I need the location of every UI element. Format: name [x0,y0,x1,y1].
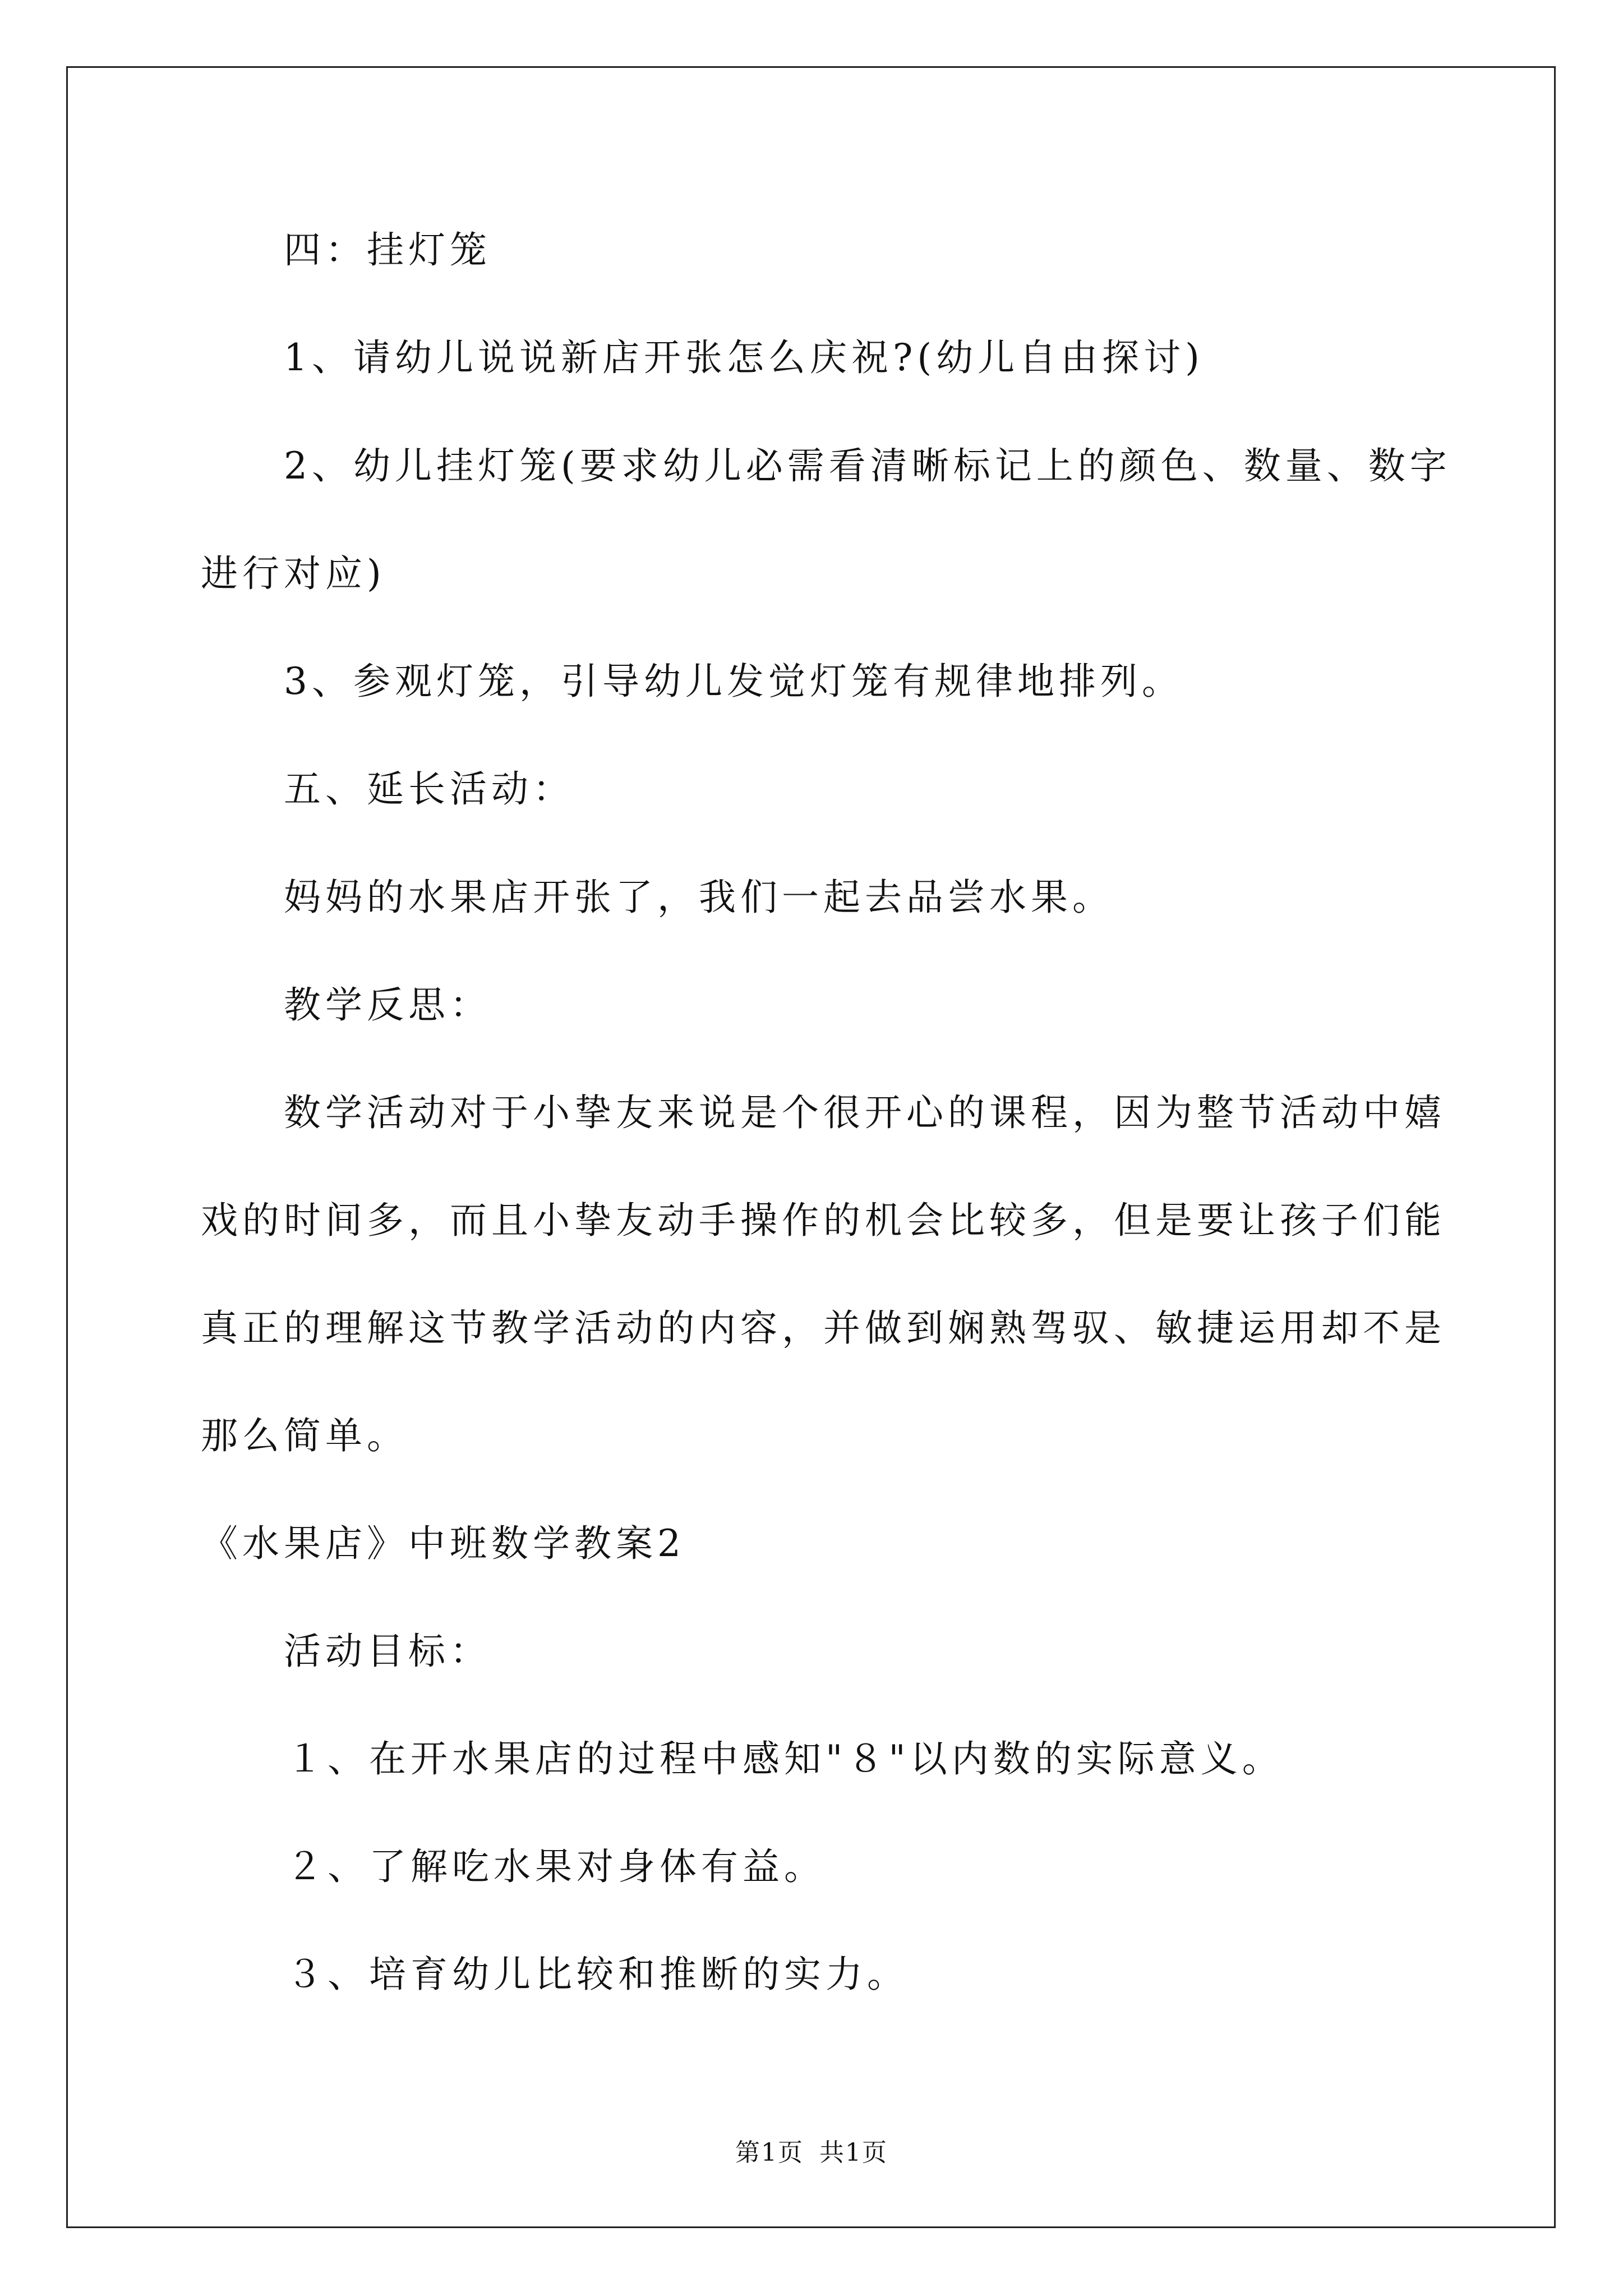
text-line: 进行对应) [201,552,386,595]
text-line: 1、请幼儿说说新店开张怎么庆祝?(幼儿自由探讨) [284,336,1204,379]
text-line: 教学反思： [284,983,491,1027]
text-line: 那么简单。 [201,1414,408,1457]
text-line: 真正的理解这节教学活动的内容，并做到娴熟驾驭、敏捷运用却不是 [201,1306,1446,1350]
text-line: 3、参观灯笼，引导幼儿发觉灯笼有规律地排列。 [284,660,1183,703]
text-line: 四：挂灯笼 [284,228,491,272]
page-total: 共1页 [819,2138,888,2167]
section-title: 《水果店》中班数学教案2 [201,1522,685,1565]
text-line: 2、幼儿挂灯笼(要求幼儿必需看清晰标记上的颜色、数量、数字 [284,444,1451,487]
text-line: 活动目标： [284,1630,491,1673]
page-border [66,66,1556,2228]
page-number: 第1页 [735,2138,804,2167]
page-footer [0,2137,1623,2169]
text-line: ３、培育幼儿比较和推断的实力。 [286,1953,909,1996]
text-line: １、在开水果店的过程中感知"８"以内数的实际意义。 [286,1737,1284,1780]
text-line: 戏的时间多，而且小挚友动手操作的机会比较多，但是要让孩子们能 [201,1199,1446,1242]
text-line: 五、延长活动： [284,767,574,811]
text-line: 妈妈的水果店开张了，我们一起去品尝水果。 [284,876,1114,919]
text-line: 数学活动对于小挚友来说是个很开心的课程，因为整节活动中嬉 [284,1091,1446,1134]
text-line: ２、了解吃水果对身体有益。 [286,1845,826,1888]
